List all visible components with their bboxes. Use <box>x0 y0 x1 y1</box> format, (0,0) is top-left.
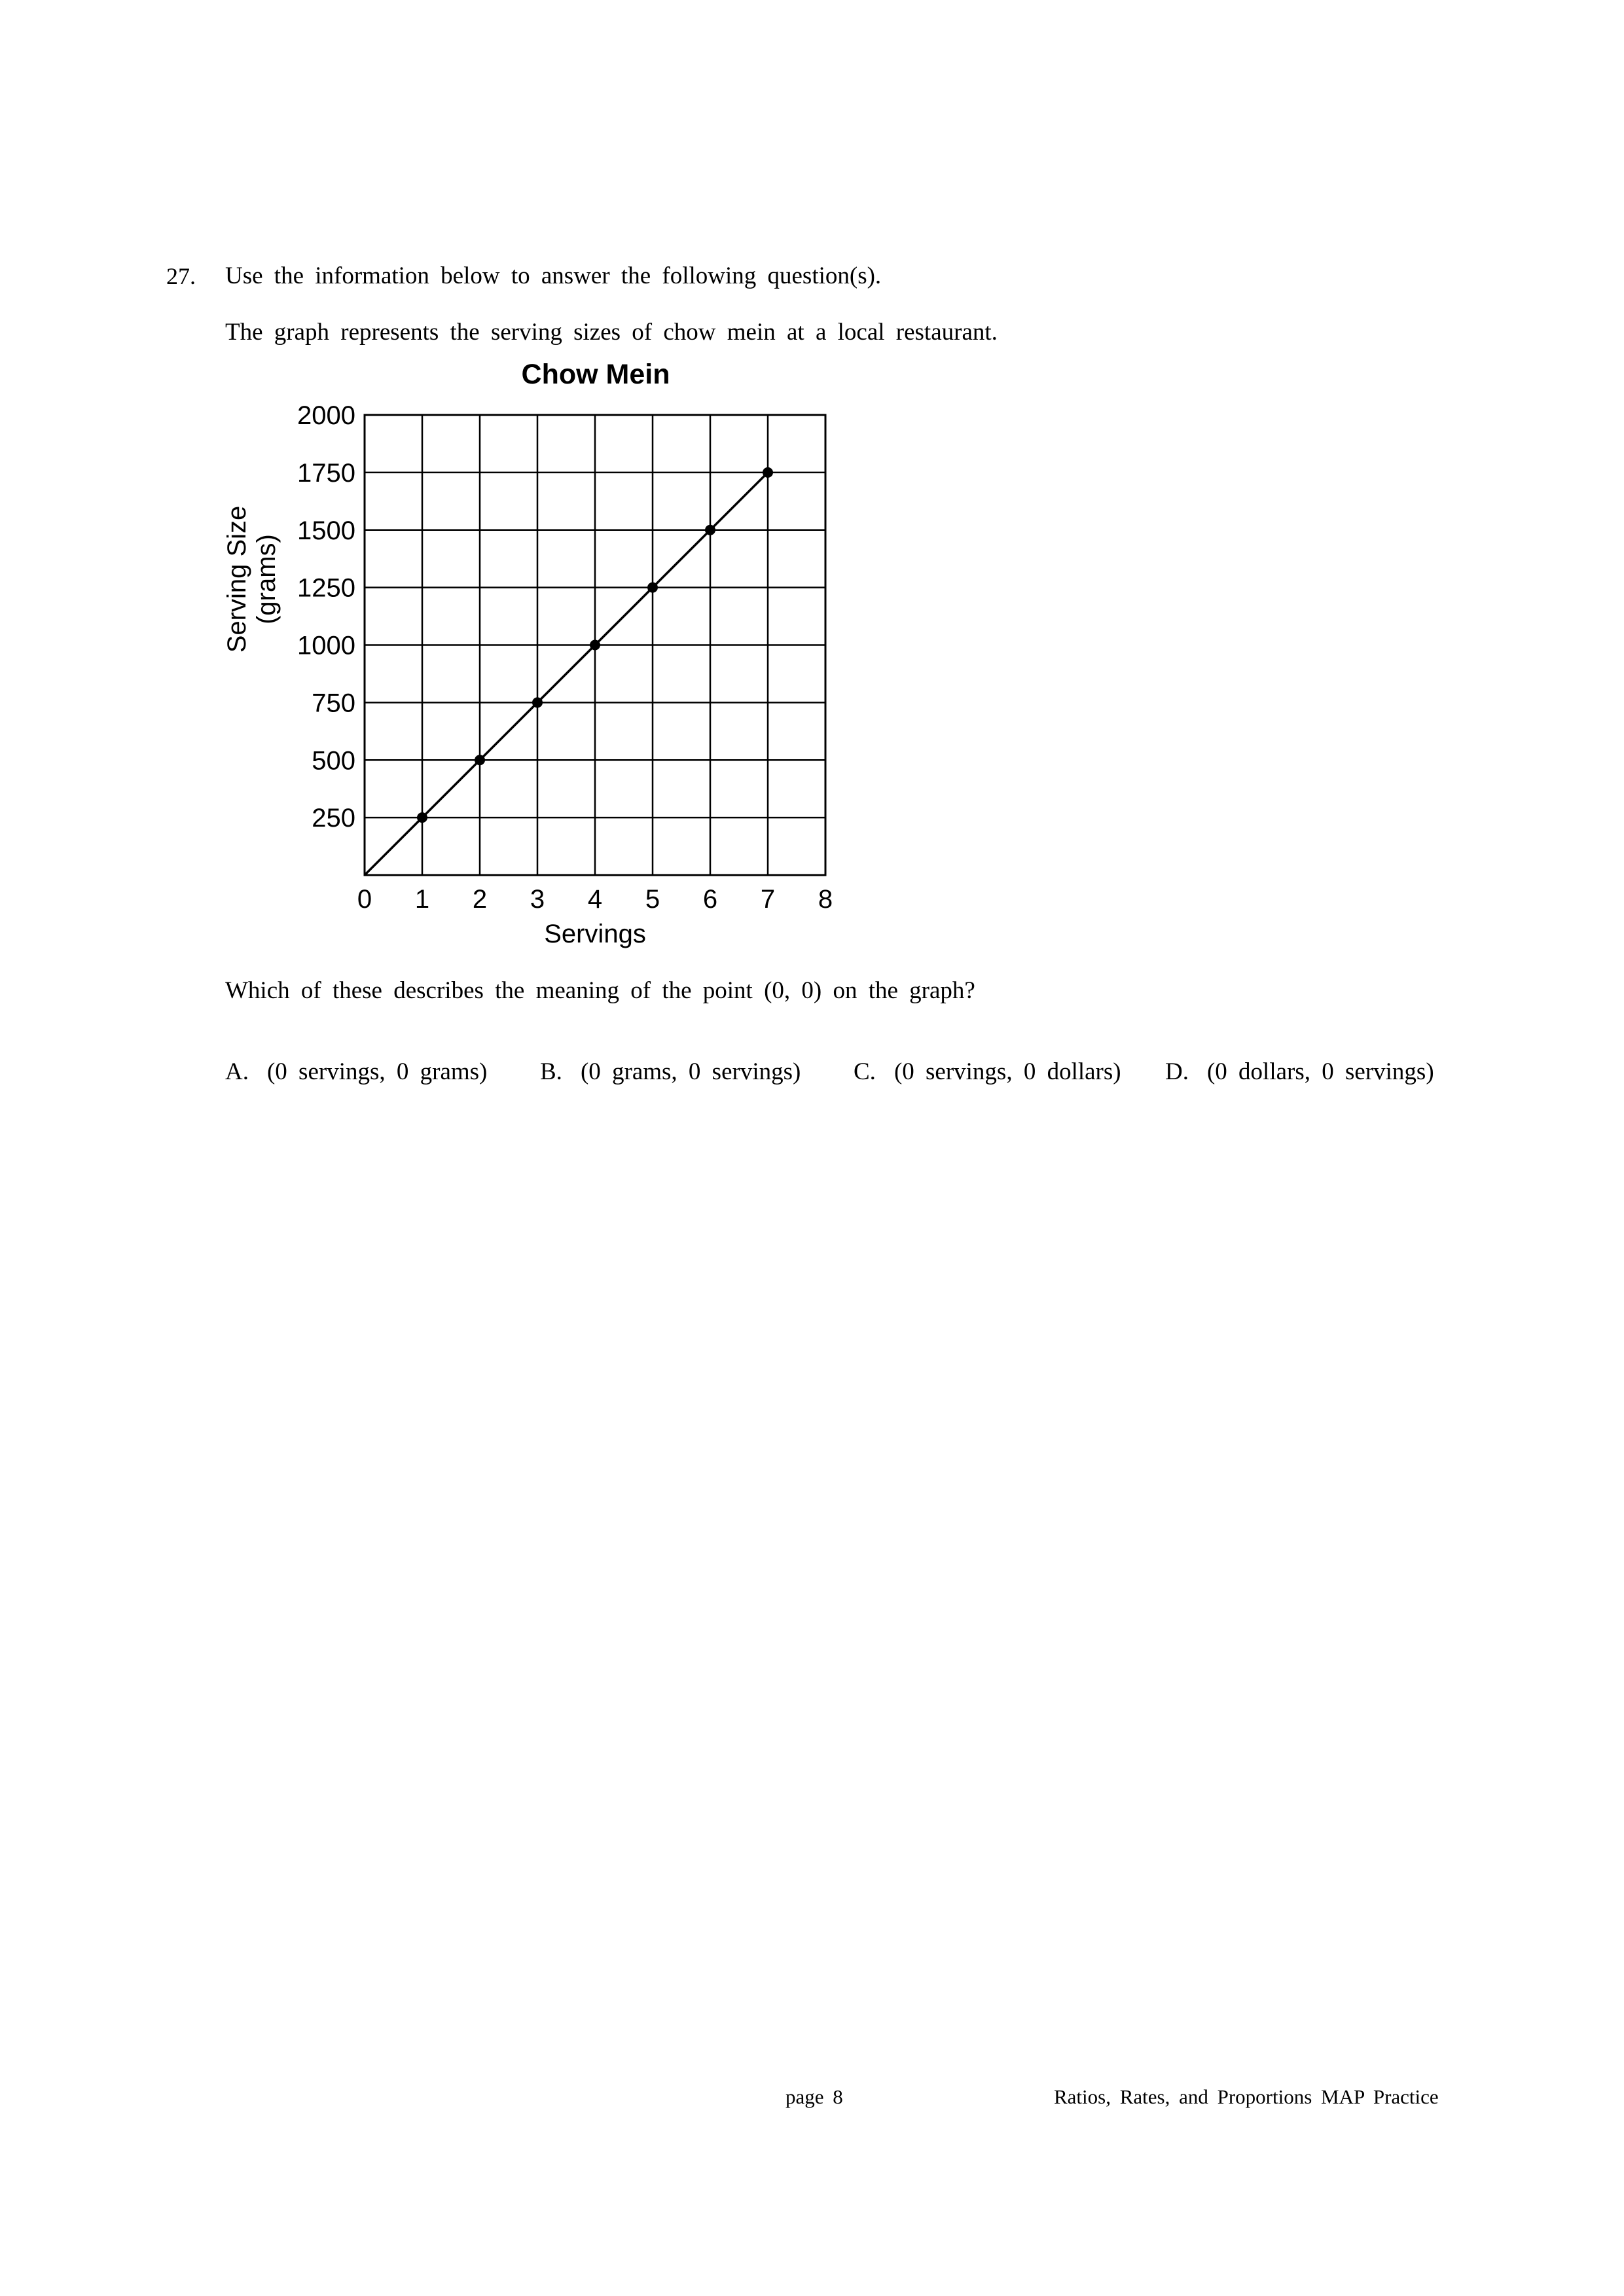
data-point <box>532 697 543 708</box>
y-axis-label-line1: Serving Size <box>223 505 251 653</box>
y-tick-label: 1500 <box>297 516 355 545</box>
data-point <box>475 755 485 765</box>
choice-d-letter: D. <box>1165 1058 1189 1085</box>
y-tick-label: 500 <box>312 746 355 776</box>
choice-b-text: (0 grams, 0 servings) <box>580 1058 801 1085</box>
question-prompt: Which of these describes the meaning of the point (0, 0) on the graph? <box>225 977 975 1004</box>
choice-b[interactable] <box>540 1056 801 1088</box>
choice-c[interactable] <box>854 1056 1121 1088</box>
x-axis-label: Servings <box>544 920 646 948</box>
choice-b-letter: B. <box>540 1058 562 1085</box>
choice-a[interactable] <box>225 1056 487 1088</box>
chart-title: Chow Mein <box>521 359 670 390</box>
x-axis-ticks <box>357 885 833 914</box>
x-tick-label: 1 <box>414 885 430 914</box>
footer-page-number: page 8 <box>785 2085 843 2108</box>
y-tick-label: 750 <box>312 689 355 718</box>
x-tick-label: 4 <box>587 885 603 914</box>
choice-a-text: (0 servings, 0 grams) <box>266 1058 488 1085</box>
chow-mein-chart <box>196 353 851 969</box>
data-point <box>763 467 773 478</box>
chart-svg <box>196 353 851 969</box>
answer-choices <box>225 1056 1534 1088</box>
x-tick-label: 6 <box>702 885 718 914</box>
x-tick-label: 7 <box>760 885 776 914</box>
question-intro: Use the information below to answer the following question(s). <box>225 262 882 289</box>
footer-document-title: Ratios, Rates, and Proportions MAP Practice <box>1054 2085 1439 2108</box>
y-axis-ticks <box>297 401 355 833</box>
choice-d-text: (0 dollars, 0 servings) <box>1206 1058 1434 1085</box>
chart-series <box>365 467 773 875</box>
y-tick-label: 1250 <box>297 573 355 603</box>
y-tick-label: 1000 <box>297 631 355 660</box>
y-axis-label-line2: (grams) <box>252 534 281 624</box>
x-tick-label: 2 <box>472 885 488 914</box>
question-number: 27. <box>166 263 196 289</box>
question-context: The graph represents the serving sizes of chow mein at a local restaurant. <box>225 319 998 346</box>
x-tick-label: 8 <box>818 885 833 914</box>
data-point <box>647 583 658 593</box>
choice-d[interactable] <box>1165 1056 1434 1088</box>
data-point <box>590 640 600 651</box>
choice-a-letter: A. <box>225 1058 249 1085</box>
choice-c-text: (0 servings, 0 dollars) <box>893 1058 1121 1085</box>
y-tick-label: 1750 <box>297 458 355 488</box>
choice-c-letter: C. <box>854 1058 876 1085</box>
x-tick-label: 0 <box>357 885 372 914</box>
data-point <box>417 812 427 823</box>
data-point <box>705 525 715 535</box>
x-tick-label: 3 <box>530 885 545 914</box>
x-tick-label: 5 <box>645 885 660 914</box>
y-tick-label: 2000 <box>297 401 355 430</box>
y-tick-label: 250 <box>312 804 355 833</box>
